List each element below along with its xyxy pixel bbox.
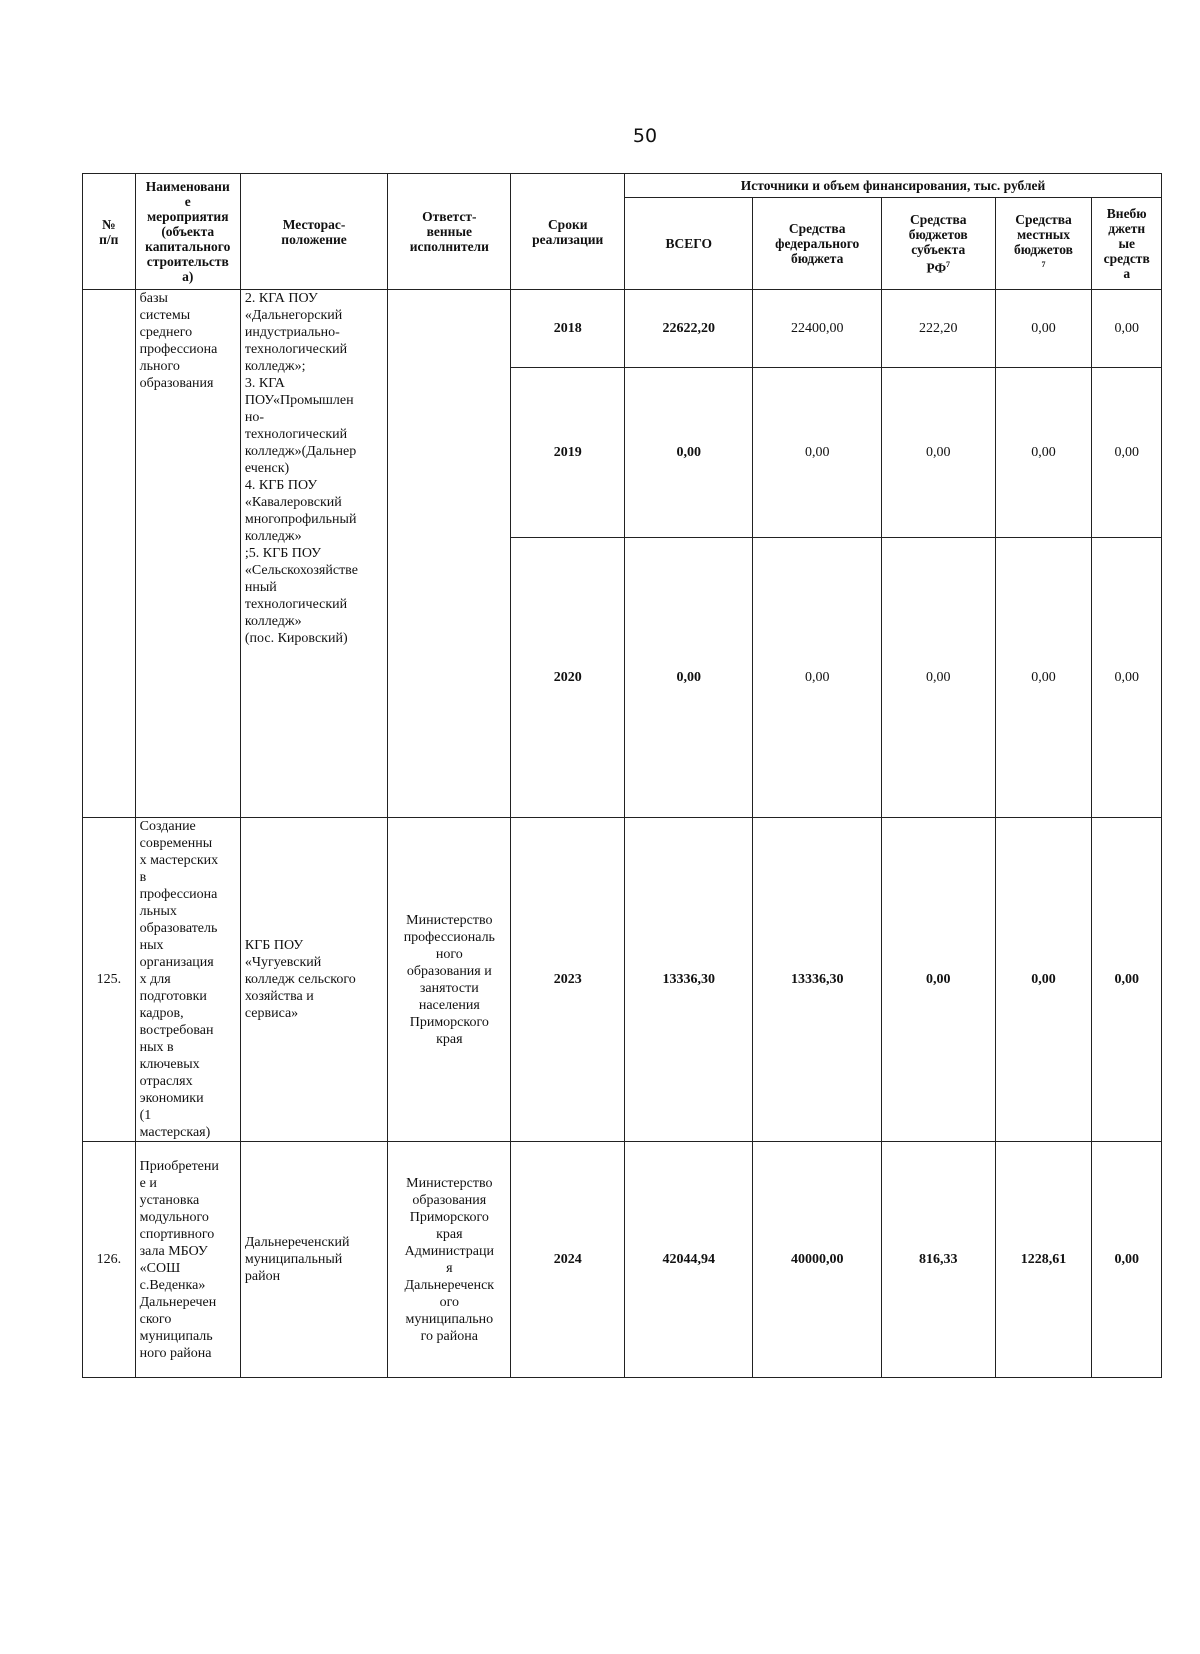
- year-cell: 2020: [511, 538, 625, 818]
- row-executors: [388, 818, 511, 1142]
- subject-cell: 222,20: [881, 290, 995, 368]
- text-line: «Дальнегорский: [244, 308, 343, 323]
- header-name: [135, 174, 240, 290]
- cont-num-cell: [83, 290, 136, 818]
- text-line: средств: [1103, 251, 1150, 266]
- federal-cell: 0,00: [753, 538, 881, 818]
- text-line: колледж»;: [244, 359, 306, 374]
- text-line: муниципаль: [139, 1328, 213, 1344]
- text-line: Дальнеречен: [139, 1294, 217, 1310]
- text-line: 3. КГА: [244, 376, 285, 391]
- text-line: индустриально-: [244, 325, 340, 340]
- local-cell: 0,00: [995, 368, 1092, 538]
- local-cell: 0,00: [995, 538, 1092, 818]
- text-line: а: [1123, 266, 1131, 281]
- header-sources: Источники и объем финансирования, тыс. рублей: [625, 174, 1162, 198]
- text-line: я: [446, 1260, 453, 1276]
- text-line: но-: [244, 410, 265, 425]
- table-row-126: [83, 1142, 1162, 1378]
- year-cell: 2019: [511, 368, 625, 538]
- text-line: Средства: [909, 211, 967, 227]
- text-line: технологический: [244, 342, 348, 357]
- text-line: го района: [420, 1328, 478, 1344]
- text-line: зала МБОУ: [139, 1243, 208, 1259]
- text-line: Средства: [788, 221, 846, 236]
- text-line: колледж»: [244, 529, 302, 544]
- text-line: ных: [139, 938, 164, 953]
- text-line: установка: [139, 1192, 200, 1208]
- text-line: район: [244, 1269, 281, 1284]
- text-line: капитального: [145, 239, 231, 254]
- extra-cell: 0,00: [1092, 290, 1162, 368]
- text-line: 4. КГБ ПОУ: [244, 478, 318, 493]
- text-line: строительств: [146, 254, 229, 269]
- text-line: п/п: [99, 231, 119, 247]
- text-line: муниципально: [405, 1311, 494, 1327]
- text-line: Министерство: [406, 1175, 493, 1191]
- text-line: «Кавалеровский: [244, 495, 342, 510]
- row-name: [135, 1142, 240, 1378]
- text-line: образования: [139, 376, 214, 391]
- text-line: джетн: [1108, 221, 1146, 236]
- text-line: (1: [139, 1108, 152, 1123]
- table-row-125: [83, 818, 1162, 1142]
- text-line: местных: [1016, 226, 1071, 242]
- text-line: венные: [426, 224, 472, 239]
- header-executors: [388, 174, 511, 290]
- text-line: организация: [139, 955, 214, 970]
- row-executors: [388, 1142, 511, 1378]
- text-line: ключевых: [139, 1057, 200, 1072]
- header-extra: [1092, 198, 1162, 290]
- text-line: ных в: [139, 1040, 174, 1055]
- text-line: подготовки: [139, 989, 207, 1004]
- text-line: колледж»(Дальнер: [244, 444, 357, 459]
- table-row: [83, 290, 1162, 368]
- year-cell: 2018: [511, 290, 625, 368]
- text-line: (пос. Кировский): [244, 631, 348, 646]
- text-line: муниципальный: [244, 1252, 343, 1267]
- year-cell: 2023: [511, 818, 625, 1142]
- text-line: образования и: [406, 963, 492, 979]
- page-number: 50: [632, 125, 658, 147]
- text-line: базы: [139, 291, 168, 306]
- text-line: населения: [418, 997, 480, 1013]
- text-line: многопрофильный: [244, 512, 357, 527]
- text-line: е и: [139, 1175, 157, 1191]
- financing-table: [82, 173, 1162, 1378]
- total-cell: 0,00: [625, 368, 753, 538]
- local-cell: 0,00: [995, 818, 1092, 1142]
- footnote-mark: 7: [1041, 259, 1046, 269]
- text-line: хозяйства и: [244, 989, 314, 1004]
- text-line: «Чугуевский: [244, 955, 322, 970]
- header-federal: [753, 198, 881, 290]
- text-line: федерального: [775, 236, 860, 251]
- federal-cell: 0,00: [753, 368, 881, 538]
- header-local: [995, 198, 1092, 290]
- cont-name-cell: [135, 290, 240, 818]
- text-line: Министерство: [406, 912, 493, 928]
- text-line: $РФ^7$: [926, 259, 951, 276]
- text-line: реализации: [532, 231, 604, 247]
- text-line: субъекта: [911, 241, 966, 257]
- text-line: сервиса»: [244, 1006, 299, 1021]
- federal-cell: 13336,30: [753, 818, 881, 1142]
- local-cell: 1228,61: [995, 1142, 1092, 1378]
- text-line: мастерская): [139, 1125, 211, 1140]
- text-line: профессиона: [139, 342, 218, 357]
- extra-cell: 0,00: [1092, 538, 1162, 818]
- text-line: кадров,: [139, 1006, 184, 1021]
- federal-cell: 22400,00: [753, 290, 881, 368]
- header-location: [240, 174, 387, 290]
- text-line: ного: [435, 946, 463, 962]
- text-line: Сроки: [547, 216, 588, 232]
- text-line: КГБ ПОУ: [244, 938, 304, 953]
- text-line: Наименовани: [145, 179, 230, 194]
- header-terms: [511, 174, 625, 290]
- text-line: Дальнереченск: [404, 1277, 495, 1293]
- text-line: с.Веденка»: [139, 1277, 206, 1293]
- text-line: (объекта: [161, 224, 215, 239]
- text-line: отраслях: [139, 1074, 193, 1089]
- text-line: нный: [244, 580, 277, 595]
- text-line: «СОШ: [139, 1260, 181, 1276]
- cont-location-cell: [240, 290, 387, 818]
- year-cell: 2024: [511, 1142, 625, 1378]
- header-subject: [881, 198, 995, 290]
- text-line: края: [436, 1226, 463, 1242]
- text-line: х мастерских: [139, 853, 219, 868]
- text-line: х для: [139, 972, 171, 987]
- text-line: а): [182, 269, 194, 284]
- header-local-lines: [1000, 212, 1088, 276]
- text-line: Приморского: [409, 1014, 489, 1030]
- subject-cell: 0,00: [881, 368, 995, 538]
- text-line: ые: [1118, 236, 1135, 251]
- text-line: современны: [139, 836, 213, 851]
- text-line: 2. КГА ПОУ: [244, 291, 318, 306]
- local-cell: 0,00: [995, 290, 1092, 368]
- text-line: положение: [281, 231, 347, 247]
- text-line: е: [184, 194, 191, 209]
- text-line: спортивного: [139, 1226, 215, 1242]
- text-line: ого: [439, 1294, 460, 1310]
- text-line: в: [139, 870, 147, 885]
- subject-cell: 0,00: [881, 538, 995, 818]
- footnote-line: [1000, 257, 1088, 276]
- text-line: профессиона: [139, 887, 218, 902]
- text-line: бюджета: [791, 251, 844, 266]
- text-line: Внебю: [1106, 206, 1147, 221]
- text-line: ного района: [139, 1345, 212, 1361]
- text-line: ;5. КГБ ПОУ: [244, 546, 322, 561]
- text-line: системы: [139, 308, 191, 323]
- federal-cell: 40000,00: [753, 1142, 881, 1378]
- text-line: бюджетов: [908, 226, 968, 242]
- total-cell: 13336,30: [625, 818, 753, 1142]
- header-total: ВСЕГО: [625, 198, 753, 290]
- text-line: технологический: [244, 427, 348, 442]
- text-line: «Сельскохозяйстве: [244, 563, 358, 578]
- row-location: [240, 818, 387, 1142]
- text-line: колледж сельского: [244, 972, 356, 987]
- text-line: Месторас-: [282, 216, 346, 232]
- text-line: края: [436, 1031, 463, 1047]
- subject-cell: 816,33: [881, 1142, 995, 1378]
- text-line: Приобретени: [139, 1158, 219, 1174]
- text-line: Ответст-: [422, 209, 477, 224]
- extra-cell: 0,00: [1092, 368, 1162, 538]
- text-line: среднего: [139, 325, 193, 340]
- text-line: востребован: [139, 1023, 214, 1038]
- text-line: льных: [139, 904, 177, 919]
- subject-cell: 0,00: [881, 818, 995, 1142]
- header-row-1: [83, 174, 1162, 198]
- text-line: еченск): [244, 461, 290, 476]
- extra-cell: 0,00: [1092, 818, 1162, 1142]
- text-line: колледж»: [244, 614, 302, 629]
- text-line: исполнители: [409, 239, 489, 254]
- text-line: экономики: [139, 1091, 204, 1106]
- text-line: Дальнереченский: [244, 1235, 350, 1250]
- text-line: №: [102, 216, 116, 232]
- text-line: льного: [139, 359, 180, 374]
- text-line: ПОУ«Промышлен: [244, 393, 354, 408]
- total-cell: 22622,20: [625, 290, 753, 368]
- row-name: [135, 818, 240, 1142]
- row-number: 126.: [83, 1142, 136, 1378]
- footnote-mark: 7: [946, 259, 951, 269]
- row-location: [240, 1142, 387, 1378]
- extra-cell: 0,00: [1092, 1142, 1162, 1378]
- text-line: мероприятия: [146, 209, 229, 224]
- text-line: бюджетов: [1014, 241, 1073, 257]
- total-cell: 0,00: [625, 538, 753, 818]
- text-line: образователь: [139, 921, 218, 936]
- text-line: Администраци: [404, 1243, 494, 1259]
- text-line: ского: [139, 1311, 172, 1327]
- text-line: Средства: [1015, 211, 1072, 227]
- header-subject-lines: [886, 212, 991, 276]
- text-line: технологический: [244, 597, 348, 612]
- text-line: модульного: [139, 1209, 209, 1225]
- cont-executors-cell: [388, 290, 511, 818]
- header-num: [83, 174, 136, 290]
- text-line: занятости: [419, 980, 479, 996]
- text-line: Приморского: [409, 1209, 489, 1225]
- total-cell: 42044,94: [625, 1142, 753, 1378]
- text-line: образования: [412, 1192, 487, 1208]
- row-number: 125.: [83, 818, 136, 1142]
- text-line: Создание: [139, 819, 196, 834]
- text-line: профессиональ: [403, 929, 495, 945]
